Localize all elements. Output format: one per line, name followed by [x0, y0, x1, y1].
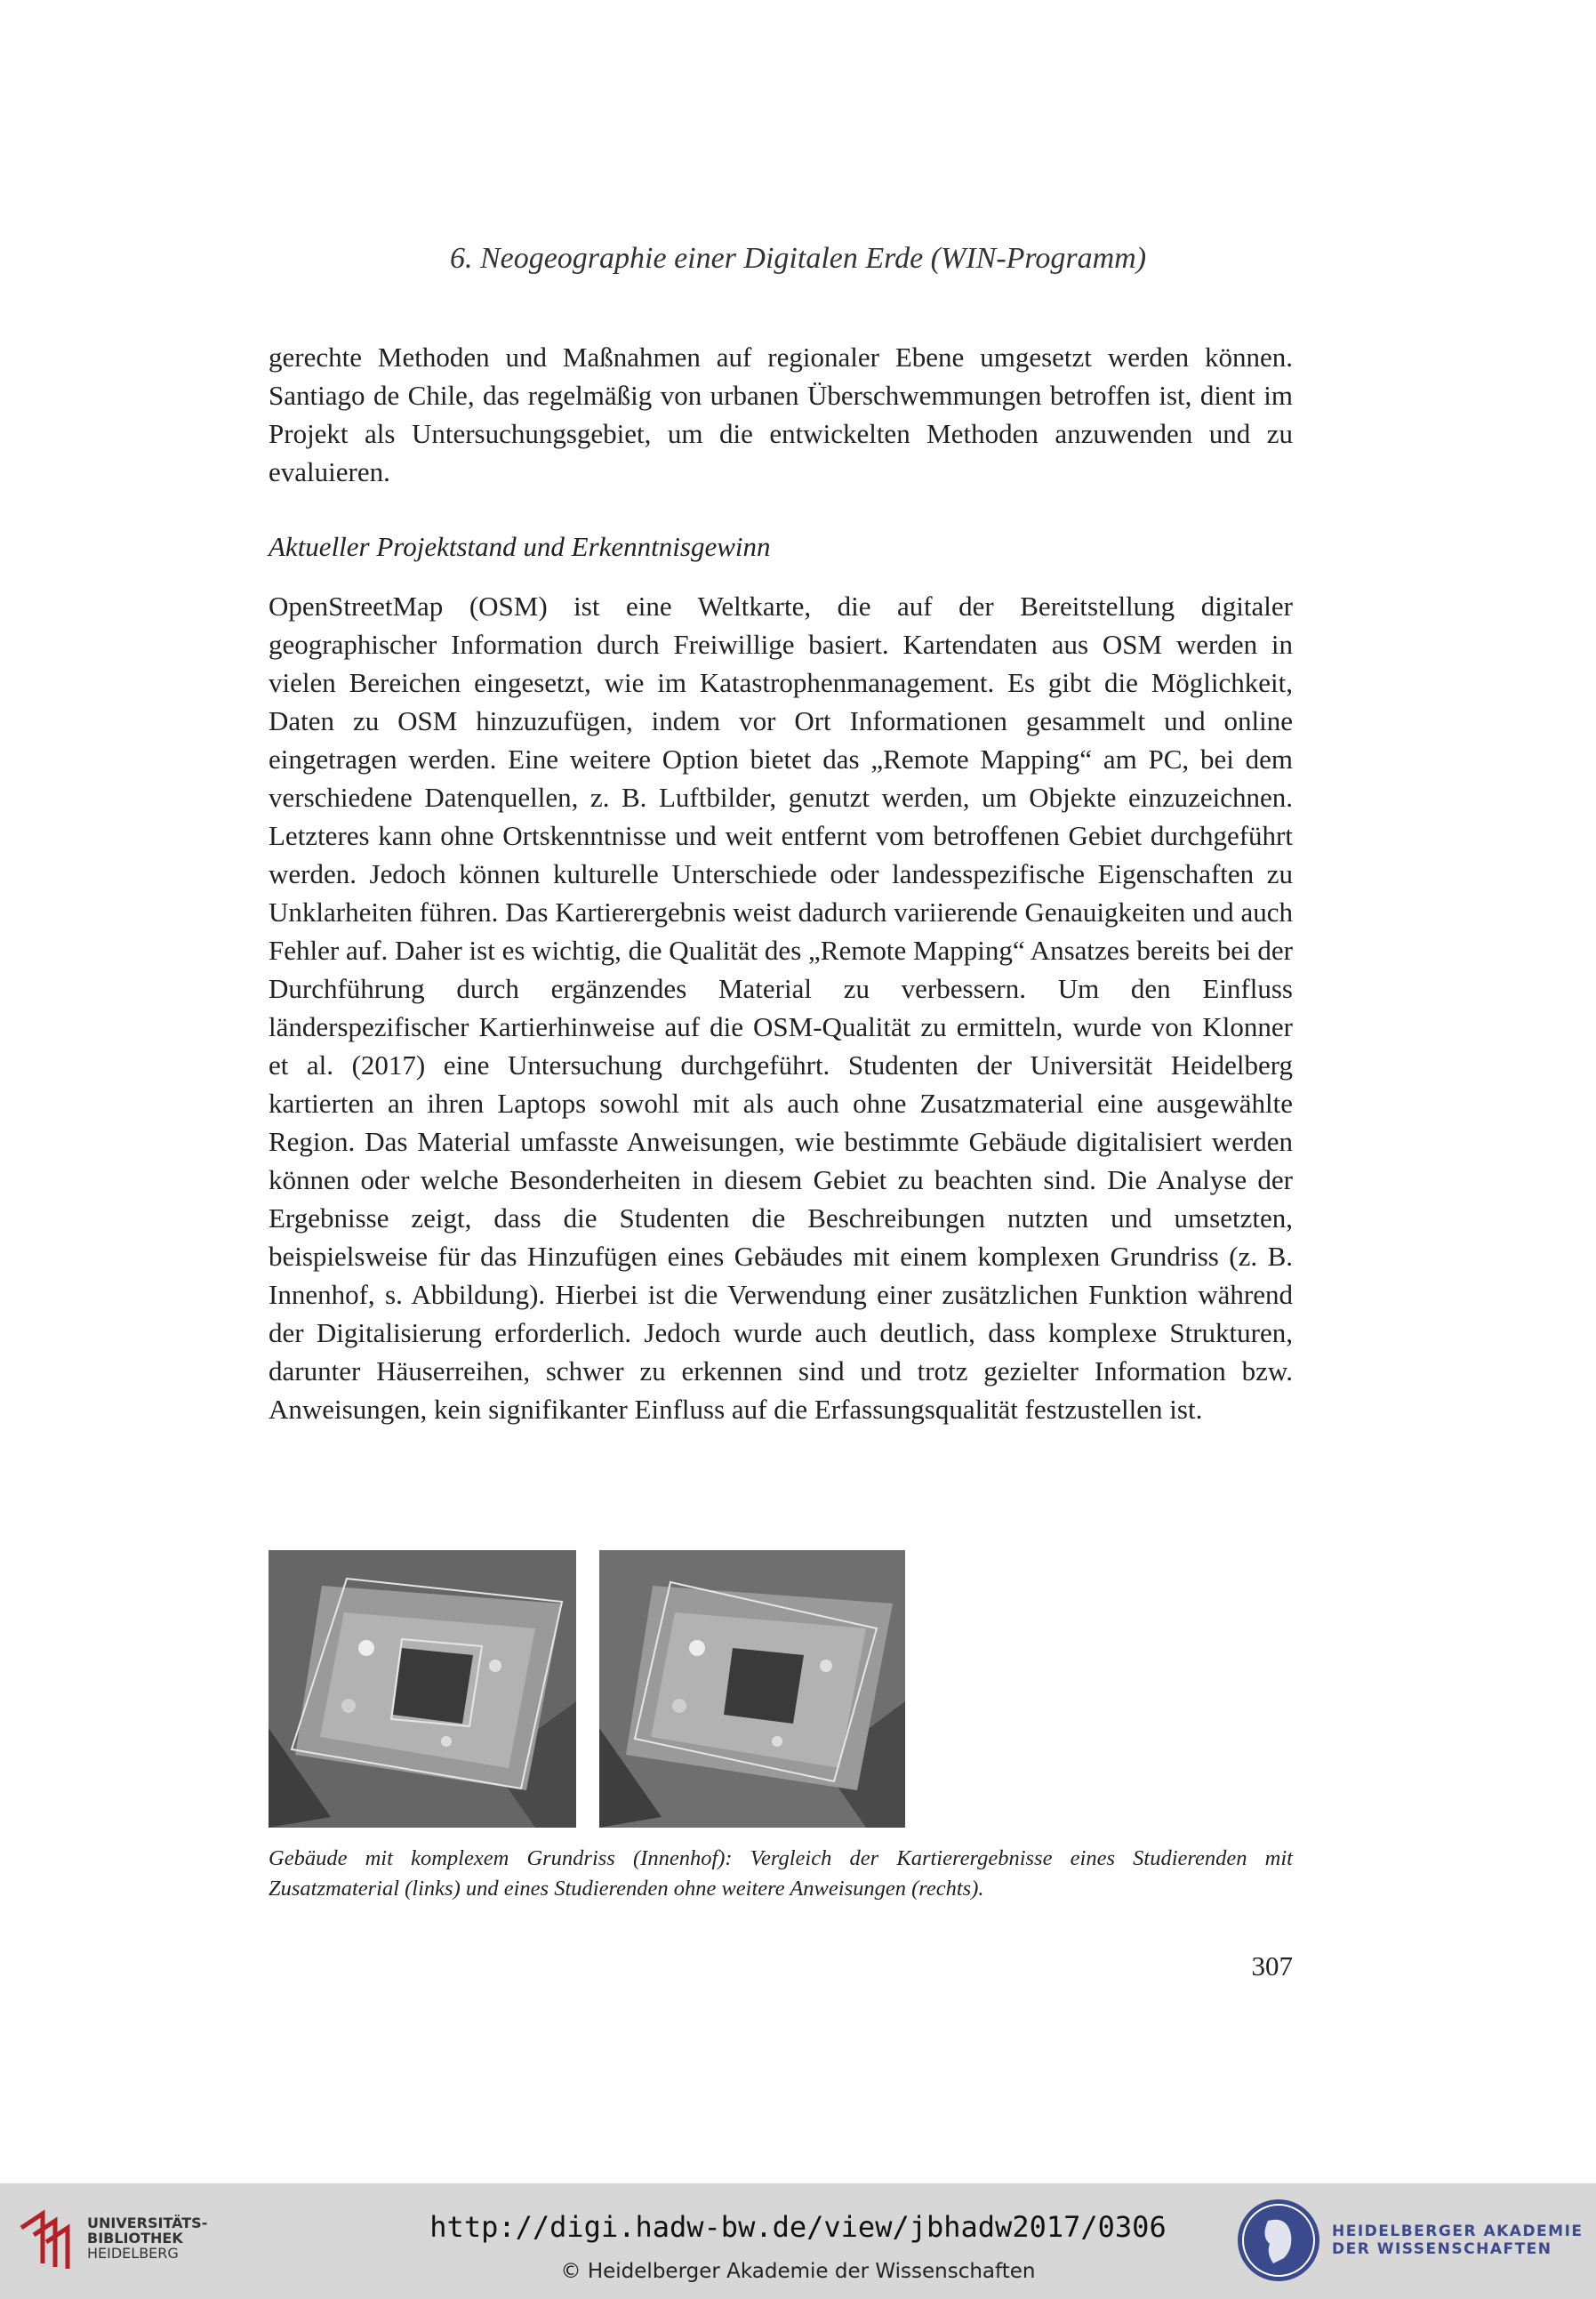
aerial-photo-with-courtyard-outline — [269, 1550, 576, 1828]
ub-name-line-3: HEIDELBERG — [87, 2245, 179, 2262]
footer-copyright: © Heidelberger Akademie der Wissenschaften — [560, 2260, 1036, 2283]
paragraph-text: gerechte Methoden und Maßnahmen auf regionaler Ebene umgesetzt werden können. Santiago de Chile, das regelmäßig von urbanen Überschwemmungen betroffen ist, dient im Projekt als Untersuchungsgebiet, um die entwickelten Methoden anzuwenden und zu evaluieren. — [269, 342, 1293, 487]
page-number: 307 — [1251, 1950, 1293, 1981]
academy-name — [1332, 2223, 1584, 2258]
section-heading: Aktueller Projektstand und Erkenntnisgewinn — [269, 531, 771, 562]
aerial-photo-simple-outline — [599, 1550, 905, 1828]
footer-bar — [0, 2183, 1596, 2299]
academy-name-line-1: HEIDELBERGER AKADEMIE — [1332, 2223, 1584, 2240]
academy-name-line-2: DER WISSENSCHAFTEN — [1332, 2240, 1552, 2258]
aerial-image-right — [599, 1550, 905, 1828]
running-header: 6. Neogeographie einer Digitalen Erde (WIN-Programm) — [449, 242, 1147, 275]
ub-name-line-2: BIBLIOTHEK — [87, 2230, 183, 2247]
aerial-image-left — [269, 1550, 576, 1828]
footer-url-link[interactable]: http://digi.hadw-bw.de/view/jbhadw2017/0306 — [429, 2210, 1167, 2244]
ub-name-line-1: UNIVERSITÄTS- — [87, 2215, 208, 2231]
academy-seal-icon — [1234, 2196, 1323, 2285]
paragraph-text: OpenStreetMap (OSM) ist eine Weltkarte, die auf der Bereitstellung digitaler geographischer Information durch Freiwillige basiert. Kartendaten aus OSM werden in vielen Bereichen eingesetzt, wie im Katastrophenmanagement. Es gibt die Möglichkeit, Daten zu OSM hinzuzufügen, indem vor Ort Informationen gesammelt und online eingetragen werden. Eine weitere Option bietet das „Remote Mapping“ am PC, bei dem verschiedene Datenquellen, z. B. Luftbilder, genutzt werden, um Objekte einzuzeichnen. Letzteres kann ohne Ortskenntnisse und weit entfernt vom betroffenen Gebiet durchgeführt werden. Jedoch können kulturelle Unterschiede oder landesspezifische Eigenschaften zu Unklarheiten führen. Das Kartierergebnis weist dadurch variierende Genauigkeiten und auch Fehler auf. Daher ist es wichtig, die Qualität des „Remote Mapping“ Ansatzes bereits bei der Durchführung durch ergänzendes Material zu verbessern. Um den Einfluss länderspezifischer Kartierhinweise auf die OSM-Qualität zu ermitteln, wurde von Klonner et al. (2017) eine Untersuchung durchgeführt. Studenten der Universität Heidelberg kartierten an ihren Laptops sowohl mit als auch ohne Zusatzmaterial eine ausgewählte Region. Das Material umfasste Anweisungen, wie bestimmte Gebäude digitalisiert werden können oder welche Besonderheiten in diesem Gebiet zu beachten sind. Die Analyse der Ergebnisse zeigt, dass die Studenten die Beschreibungen nutzten und umsetzten, beispielsweise für das Hinzufügen eines Gebäudes mit einem komplexen Grundriss (z. B. Innenhof, s. Abbildung). Hierbei ist die Verwendung einer zusätzlichen Funktion während der Digitalisierung erforderlich. Jedoch wurde auch deutlich, dass komplexe Strukturen, darunter Häuserreihen, schwer zu erkennen sind und trotz gezielter Information bzw. Anweisungen, kein signifikanter Einfluss auf die Erfassungsqualität festzustellen ist. — [269, 591, 1293, 1425]
figure-caption: Gebäude mit komplexem Grundriss (Innenhof): Vergleich der Kartierergebnisse eines Studierenden mit Zusatzmaterial (links) und eines Studierenden ohne weitere Anweisungen (rechts). — [269, 1846, 1293, 1901]
body-paragraph-1 — [269, 338, 1293, 491]
body-paragraph-2 — [269, 587, 1293, 1428]
